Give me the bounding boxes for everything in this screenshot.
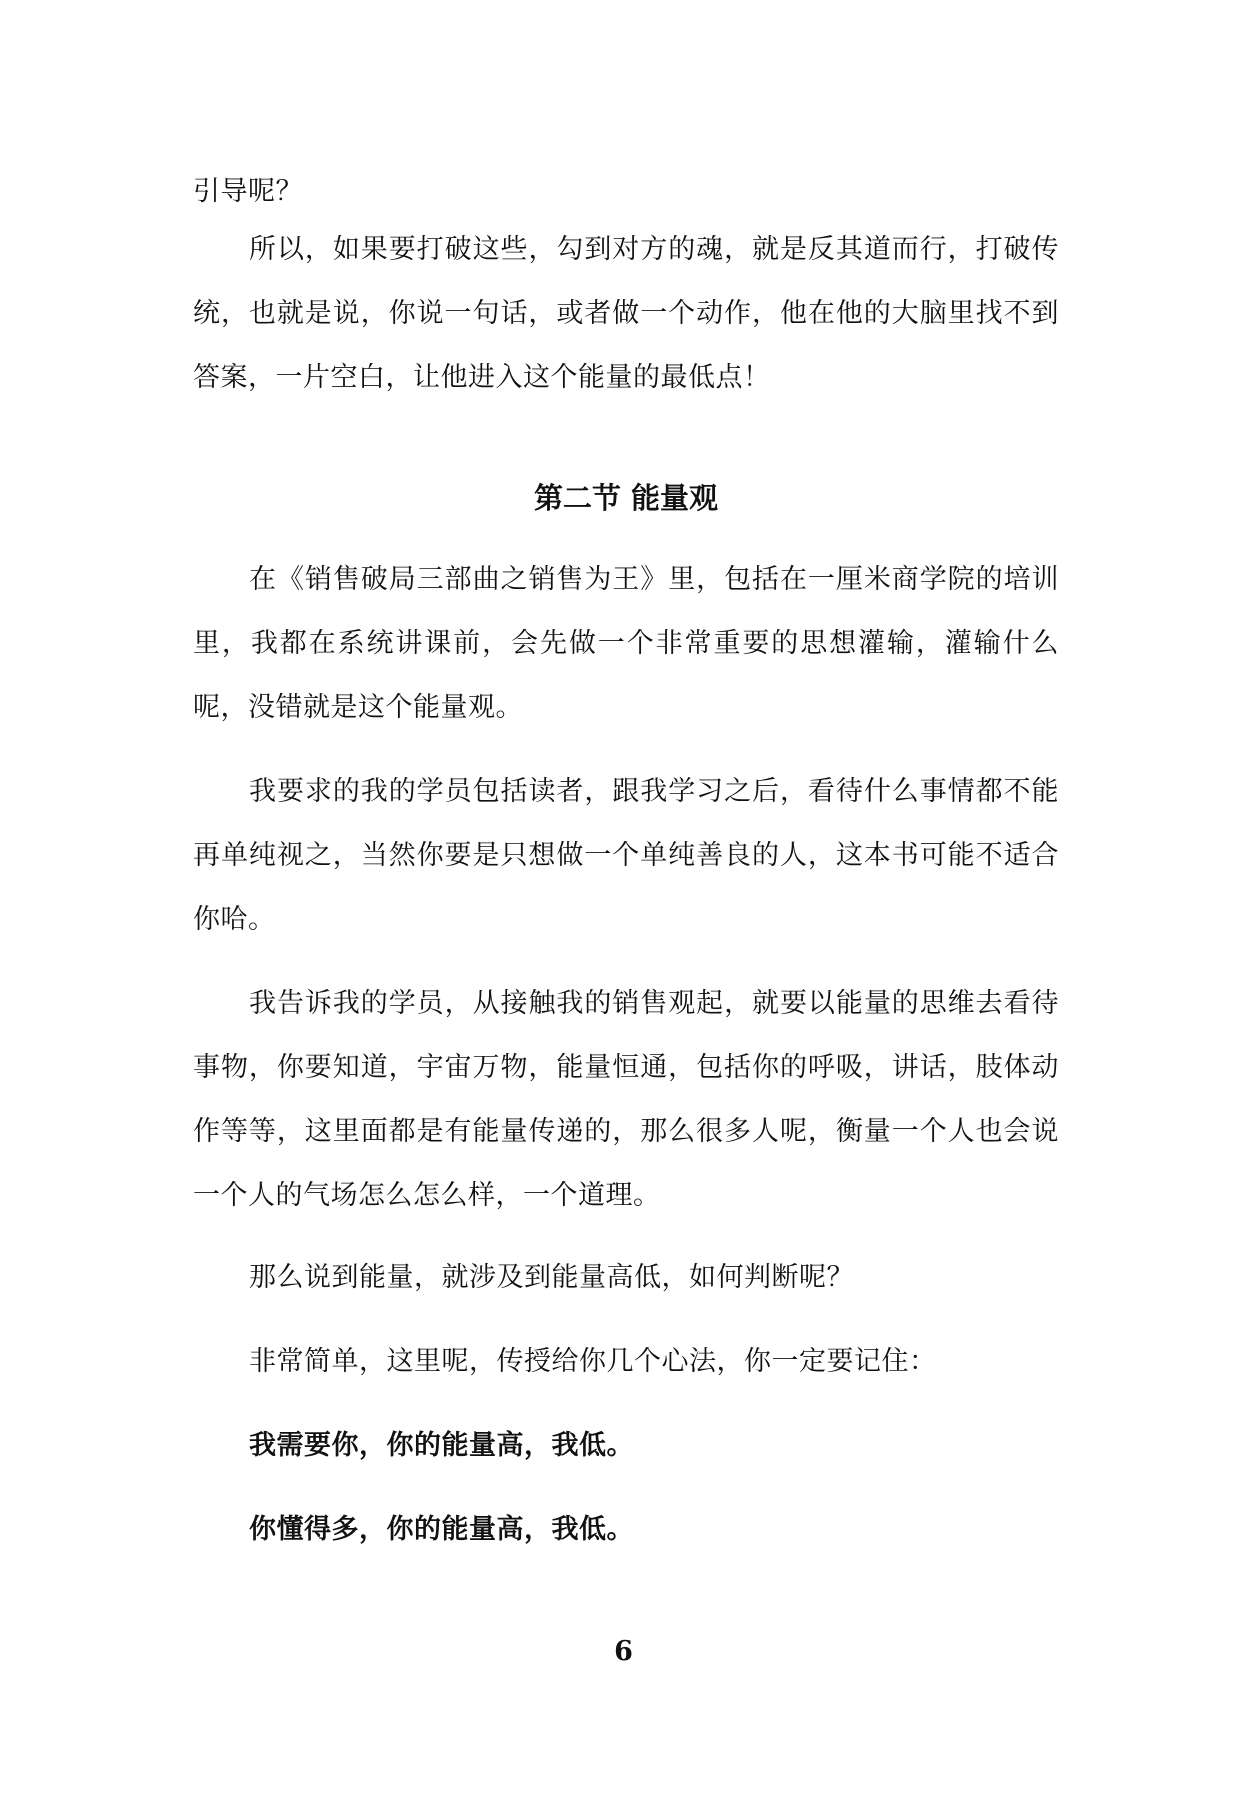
paragraph-student-requirement: 我要求的我的学员包括读者，跟我学习之后，看待什么事情都不能再单纯视之，当然你要是只想做一个单纯善良的人，这本书可能不适合你哈。 (193, 776, 1059, 935)
paragraph-energy-view-intro: 在《销售破局三部曲之销售为王》里，包括在一厘米商学院的培训里，我都在系统讲课前，会先做一个非常重要的思想灌输，灌输什么呢，没错就是这个能量观。 (193, 564, 1059, 723)
maxim-need-you: 我需要你，你的能量高，我低。 (249, 1430, 634, 1461)
paragraph-energy-thinking: 我告诉我的学员，从接触我的销售观起，就要以能量的思维去看待事物，你要知道，宇宙万物，能量恒通，包括你的呼吸，讲话，肢体动作等等，这里面都是有能量传递的，那么很多人呢，衡量一个人也会说一个人的气场怎么怎么样，一个道理。 (193, 988, 1059, 1211)
page-number: 6 (614, 1636, 633, 1667)
maxim-know-more: 你懂得多，你的能量高，我低。 (249, 1514, 634, 1545)
paragraph-break-tradition: 所以，如果要打破这些，勾到对方的魂，就是反其道而行，打破传统，也就是说，你说一句话，或者做一个动作，他在他的大脑里找不到答案，一片空白，让他进入这个能量的最低点！ (193, 234, 1059, 393)
section-heading: 第二节 能量观 (533, 481, 719, 515)
paragraph-continuation: 引导呢？ (193, 176, 303, 207)
paragraph-energy-level: 那么说到能量，就涉及到能量高低，如何判断呢？ (249, 1262, 854, 1293)
paragraph-mind-method: 非常简单，这里呢，传授给你几个心法，你一定要记住： (249, 1346, 937, 1377)
